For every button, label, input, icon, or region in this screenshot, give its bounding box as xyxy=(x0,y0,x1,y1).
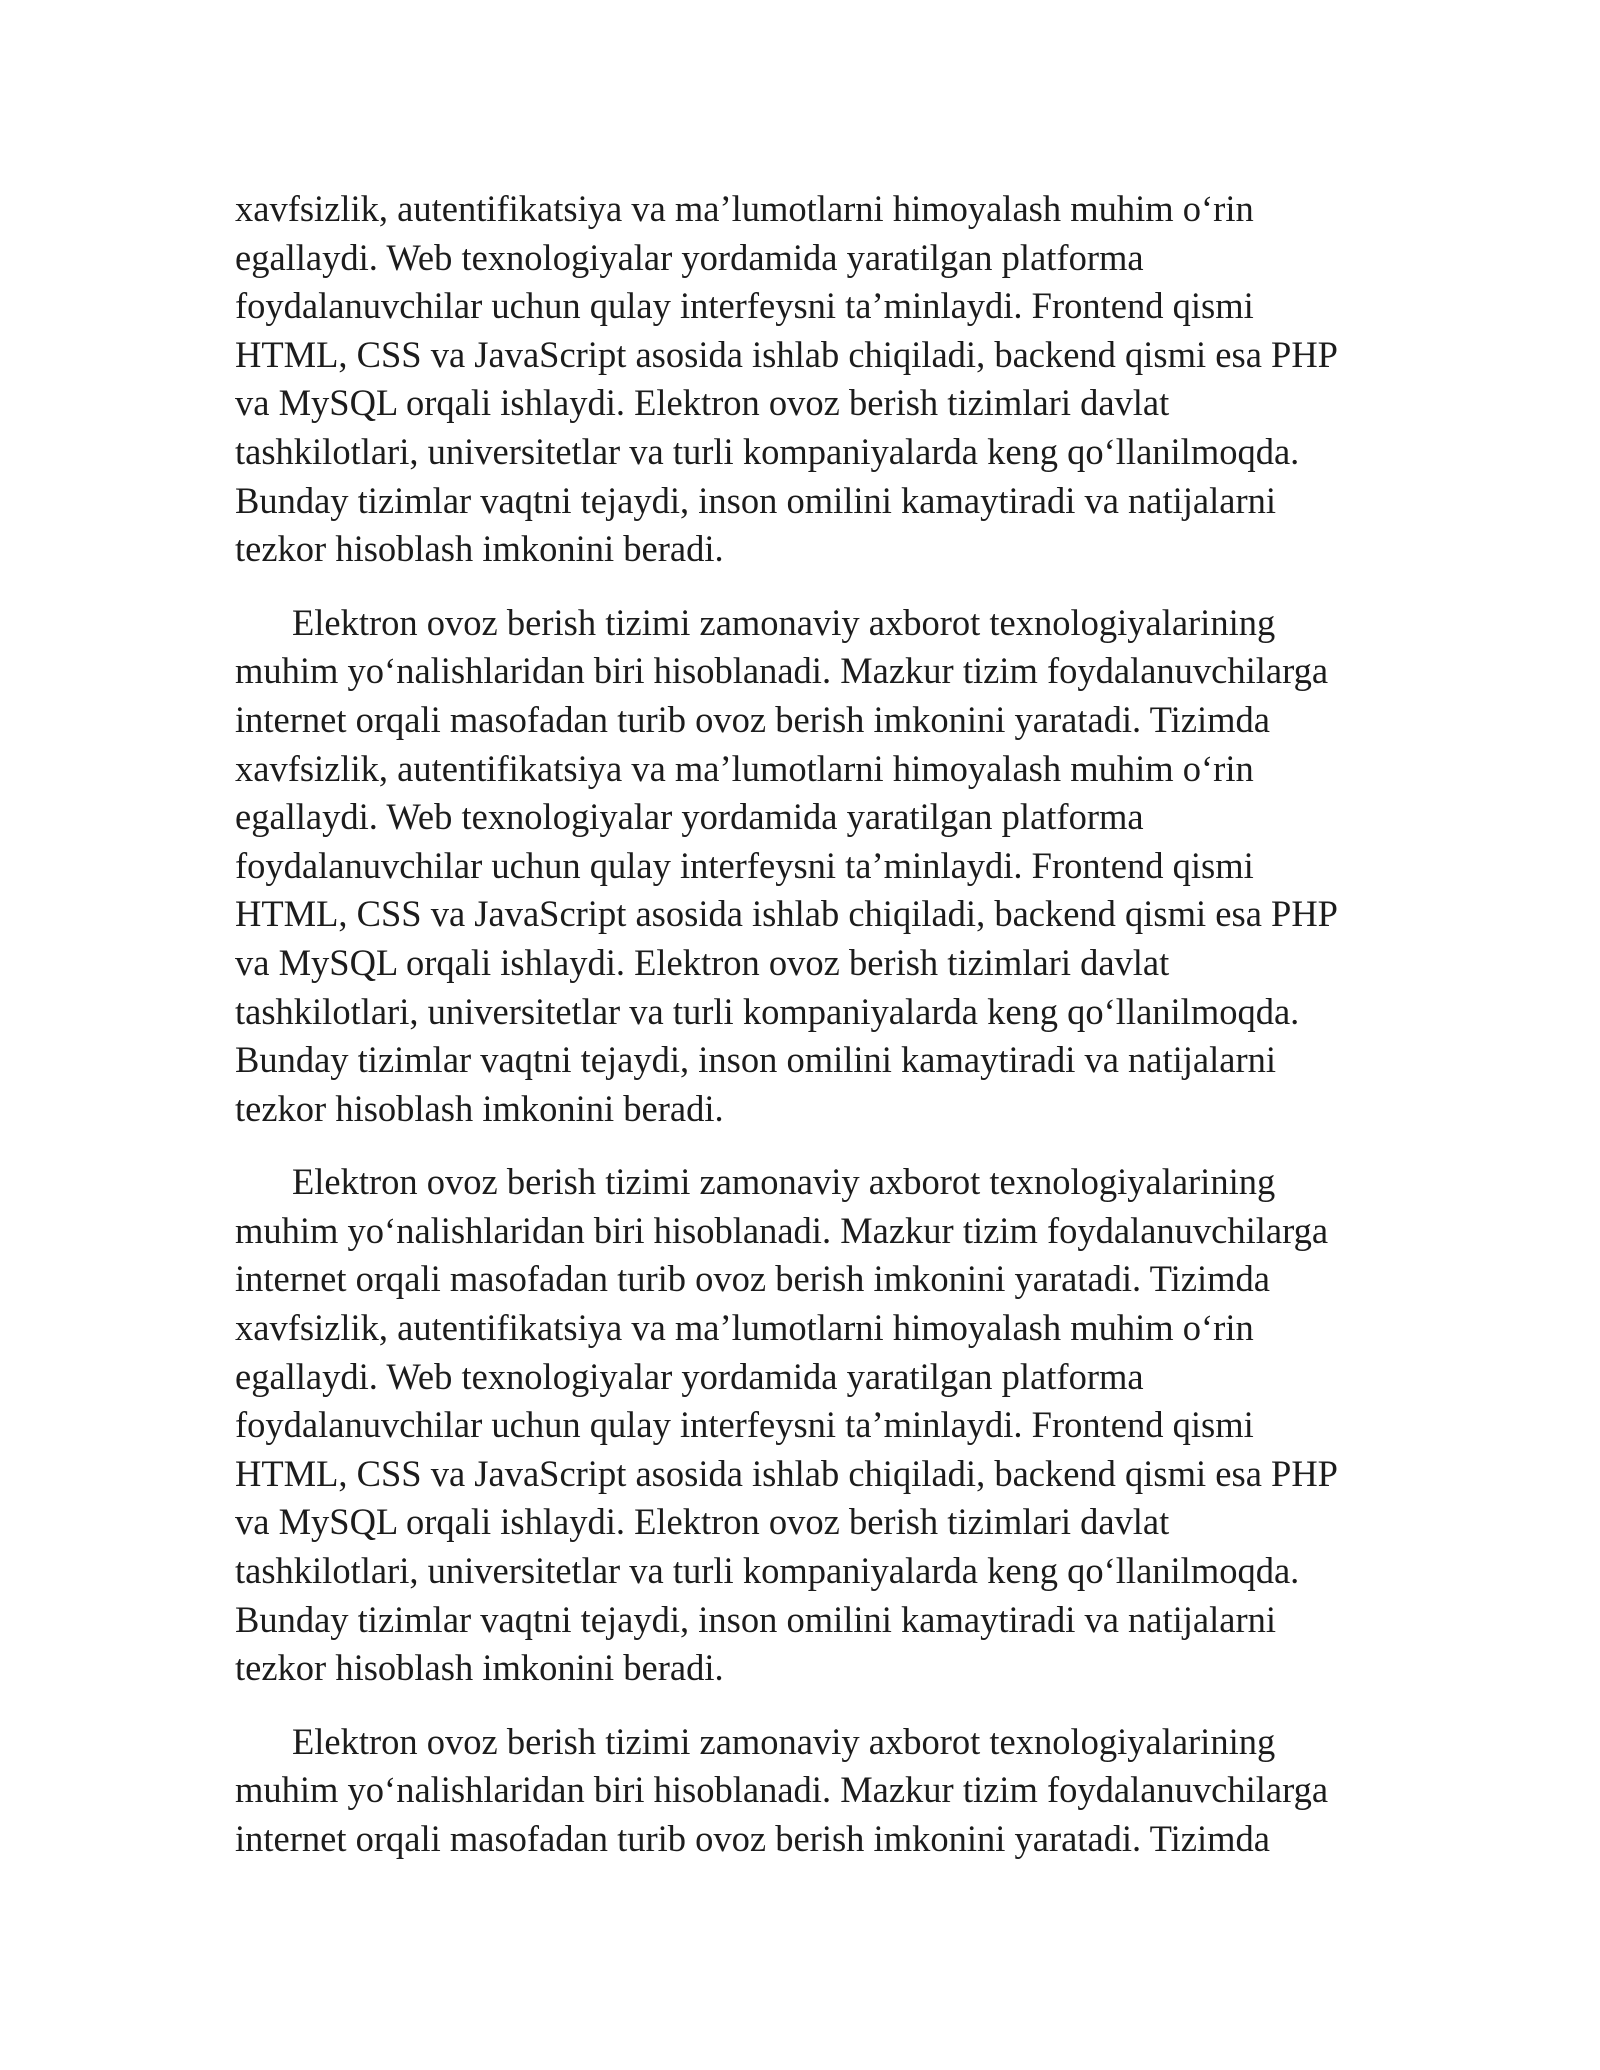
text-line: foydalanuvchilar uchun qulay interfeysni ta’minlaydi. Frontend qismi xyxy=(235,844,1254,886)
paragraph-4 xyxy=(235,1718,1365,1864)
text-line: Bunday tizimlar vaqtni tejaydi, inson omilini kamaytiradi va natijalarni xyxy=(235,1039,1277,1081)
text-line: Elektron ovoz berish tizimi zamonaviy axborot texnologiyalarining xyxy=(292,1161,1276,1203)
text-line: HTML, CSS va JavaScript asosida ishlab chiqiladi, backend qismi esa PHP xyxy=(235,893,1338,935)
text-line: xavfsizlik, autentifikatsiya va ma’lumotlarni himoyalash muhim o‘rin xyxy=(235,747,1254,789)
text-line: HTML, CSS va JavaScript asosida ishlab chiqiladi, backend qismi esa PHP xyxy=(235,1452,1338,1494)
text-line: internet orqali masofadan turib ovoz berish imkonini yaratadi. Tizimda xyxy=(235,698,1270,740)
text-line: HTML, CSS va JavaScript asosida ishlab chiqiladi, backend qismi esa PHP xyxy=(235,333,1338,375)
text-line: muhim yo‘nalishlaridan biri hisoblanadi. Mazkur tizim foydalanuvchilarga xyxy=(235,1209,1329,1251)
text-line: va MySQL orqali ishlaydi. Elektron ovoz berish tizimlari davlat xyxy=(235,382,1170,424)
text-line: xavfsizlik, autentifikatsiya va ma’lumotlarni himoyalash muhim o‘rin xyxy=(235,188,1254,229)
text-line: tezkor hisoblash imkonini beradi. xyxy=(235,1087,724,1129)
text-line: egallaydi. Web texnologiyalar yordamida yaratilgan platforma xyxy=(235,1355,1144,1397)
text-line: tashkilotlari, universitetlar va turli kompaniyalarda keng qo‘llanilmoqda. xyxy=(235,430,1300,472)
document-body xyxy=(235,185,1365,1889)
text-line: egallaydi. Web texnologiyalar yordamida yaratilgan platforma xyxy=(235,796,1144,838)
text-line: va MySQL orqali ishlaydi. Elektron ovoz berish tizimlari davlat xyxy=(235,941,1170,983)
text-line: internet orqali masofadan turib ovoz berish imkonini yaratadi. Tizimda xyxy=(235,1818,1270,1859)
paragraph-3 xyxy=(235,1158,1365,1693)
text-line: Bunday tizimlar vaqtni tejaydi, inson omilini kamaytiradi va natijalarni xyxy=(235,479,1277,521)
text-line: xavfsizlik, autentifikatsiya va ma’lumotlarni himoyalash muhim o‘rin xyxy=(235,1307,1254,1349)
text-line: foydalanuvchilar uchun qulay interfeysni ta’minlaydi. Frontend qismi xyxy=(235,285,1254,327)
text-line: tashkilotlari, universitetlar va turli kompaniyalarda keng qo‘llanilmoqda. xyxy=(235,1550,1300,1592)
text-line: tezkor hisoblash imkonini beradi. xyxy=(235,1647,724,1689)
text-line: Elektron ovoz berish tizimi zamonaviy axborot texnologiyalarining xyxy=(292,601,1276,643)
text-line: foydalanuvchilar uchun qulay interfeysni ta’minlaydi. Frontend qismi xyxy=(235,1404,1254,1446)
text-line: muhim yo‘nalishlaridan biri hisoblanadi. Mazkur tizim foydalanuvchilarga xyxy=(235,650,1329,692)
paragraph-1 xyxy=(235,185,1365,574)
text-line: Elektron ovoz berish tizimi zamonaviy axborot texnologiyalarining xyxy=(292,1720,1276,1762)
text-line: internet orqali masofadan turib ovoz berish imkonini yaratadi. Tizimda xyxy=(235,1258,1270,1300)
text-line: muhim yo‘nalishlaridan biri hisoblanadi. Mazkur tizim foydalanuvchilarga xyxy=(235,1769,1329,1811)
text-line: tezkor hisoblash imkonini beradi. xyxy=(235,528,724,570)
paragraph-2 xyxy=(235,599,1365,1134)
text-line: tashkilotlari, universitetlar va turli kompaniyalarda keng qo‘llanilmoqda. xyxy=(235,990,1300,1032)
text-line: va MySQL orqali ishlaydi. Elektron ovoz berish tizimlari davlat xyxy=(235,1501,1170,1543)
text-line: Bunday tizimlar vaqtni tejaydi, inson omilini kamaytiradi va natijalarni xyxy=(235,1598,1277,1640)
text-line: egallaydi. Web texnologiyalar yordamida yaratilgan platforma xyxy=(235,236,1144,278)
